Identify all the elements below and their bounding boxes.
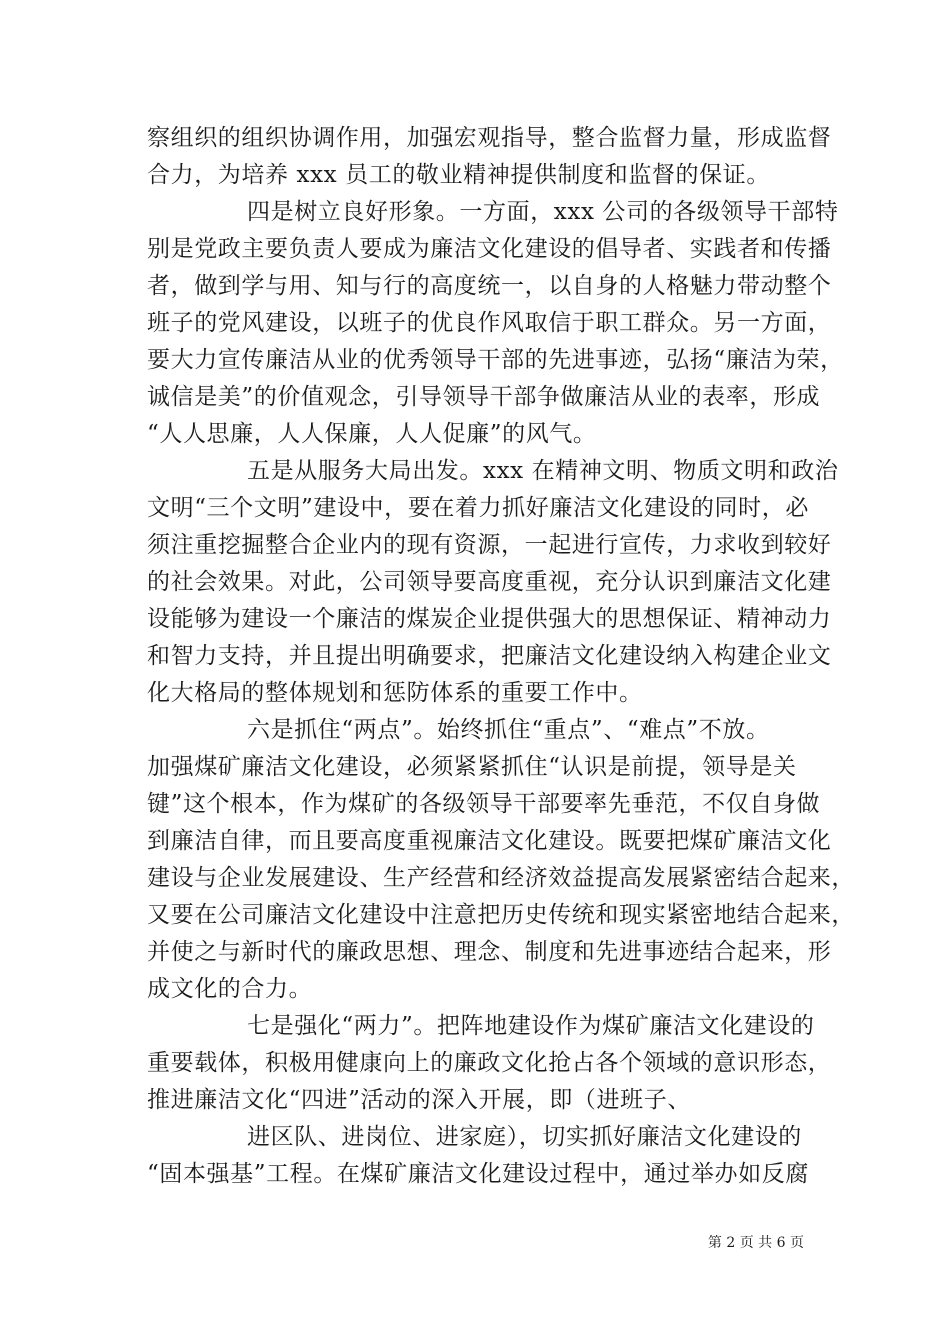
text-line: 加强煤矿廉洁文化建设，必须紧紧抓住“认识是前提，领导是关 — [147, 754, 797, 780]
text-line: 合力，为培养 xxx 员工的敬业精神提供制度和监督的保证。 — [147, 162, 770, 188]
text-line: 文明“三个文明”建设中，要在着力抓好廉洁文化建设的同时，必 — [147, 495, 809, 521]
text-line: 者，做到学与用、知与行的高度统一，以自身的人格魅力带动整个 — [147, 273, 832, 299]
text-line: 进区队、进岗位、进家庭），切实抓好廉洁文化建设的 — [247, 1124, 802, 1150]
text-line: 键”这个根本，作为煤矿的各级领导干部要率先垂范，不仅自身做 — [147, 791, 821, 817]
paragraph-first-line: 七是强化“两力”。把阵地建设作为煤矿廉洁文化建设的 — [247, 1013, 815, 1039]
text-line: “人人思廉，人人保廉，人人促廉”的风气。 — [147, 421, 597, 447]
paragraph-first-line: 六是抓住“两点”。始终抓住“重点”、“难点”不放。 — [247, 717, 770, 743]
text-line: 建设与企业发展建设、生产经营和经济效益提高发展紧密结合起来， — [147, 865, 855, 891]
text-line: 察组织的组织协调作用，加强宏观指导，整合监督力量，形成监督 — [147, 125, 832, 151]
text-line: “固本强基”工程。在煤矿廉洁文化建设过程中，通过举办如反腐 — [147, 1161, 809, 1187]
text-line: 又要在公司廉洁文化建设中注意把历史传统和现实紧密地结合起来， — [147, 902, 855, 928]
text-line: 设能够为建设一个廉洁的煤炭企业提供强大的思想保证、精神动力 — [147, 606, 832, 632]
page-number-footer: 第 2 页 共 6 页 — [707, 1235, 804, 1251]
text-line: 诚信是美”的价值观念，引导领导干部争做廉洁从业的表率，形成 — [147, 384, 821, 410]
text-line: 化大格局的整体规划和惩防体系的重要工作中。 — [147, 680, 643, 706]
paragraph-first-line: 五是从服务大局出发。xxx 在精神文明、物质文明和政治 — [247, 458, 839, 484]
paragraph-first-line: 四是树立良好形象。一方面，xxx 公司的各级领导干部特 — [247, 199, 839, 225]
text-line: 并使之与新时代的廉政思想、理念、制度和先进事迹结合起来，形 — [147, 939, 832, 965]
text-line: 重要载体，积极用健康向上的廉政文化抢占各个领域的意识形态， — [147, 1050, 832, 1076]
text-line: 成文化的合力。 — [147, 976, 313, 1002]
text-line: 要大力宣传廉洁从业的优秀领导干部的先进事迹，弘扬“廉洁为荣， — [147, 347, 844, 373]
text-line: 推进廉洁文化“四进”活动的深入开展，即（进班子、 — [147, 1087, 691, 1113]
text-line: 班子的党风建设，以班子的优良作风取信于职工群众。另一方面， — [147, 310, 832, 336]
text-line: 的社会效果。对此，公司领导要高度重视，充分认识到廉洁文化建 — [147, 569, 832, 595]
text-line: 须注重挖掘整合企业内的现有资源，一起进行宣传，力求收到较好 — [147, 532, 832, 558]
text-line: 和智力支持，并且提出明确要求，把廉洁文化建设纳入构建企业文 — [147, 643, 832, 669]
text-line: 别是党政主要负责人要成为廉洁文化建设的倡导者、实践者和传播 — [147, 236, 832, 262]
text-line: 到廉洁自律，而且要高度重视廉洁文化建设。既要把煤矿廉洁文化 — [147, 828, 832, 854]
